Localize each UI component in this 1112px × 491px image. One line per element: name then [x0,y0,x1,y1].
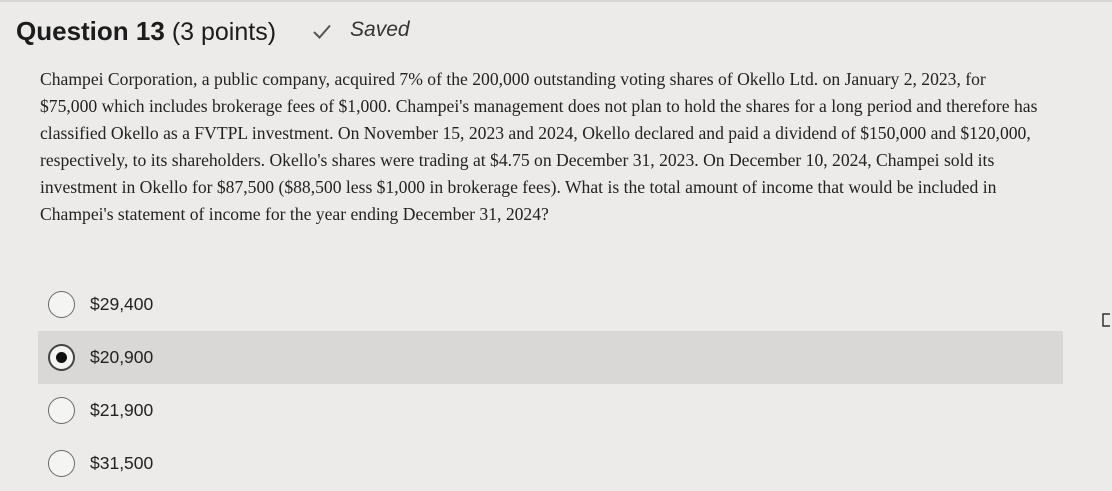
option-label: $20,900 [90,347,154,367]
radio-button[interactable] [48,397,75,424]
check-icon [312,23,332,41]
option-label: $29,400 [90,294,154,314]
option-3[interactable] [0,384,1112,437]
option-1[interactable] [0,278,1112,331]
option-label: $21,900 [90,400,154,420]
answer-options [0,278,1112,490]
radio-dot [56,352,67,363]
saved-label: Saved [350,18,410,41]
question-points: (3 points) [171,18,277,46]
bracket-icon [1101,312,1112,328]
question-text: Champei Corporation, a public company, acquired 7% of the 200,000 outstanding voting shares of Okello Ltd. on January 2, 2023, for $75,000 which includes brokerage fees of $1,000. Champei's management does not plan to hold the shares for a long period and therefore has classified Okello as a FVTPL investment. On November 15, 2023 and 2024, Okello declared and paid a dividend of $150,000 and $120,000, respectively, to its shareholders. Okello's shares were trading at $4.75 on December 31, 2023. On December 10, 2024, Champei sold its investment in Okello for $87,500 ($88,500 less $1,000 in brokerage fees). What is the total amount of income that would be included in Champei's statement of income for the year ending December 31, 2024? [40,69,1038,224]
radio-button-selected[interactable] [48,344,75,371]
question-title: Question 13 [16,16,165,46]
option-4[interactable] [0,437,1112,490]
radio-button[interactable] [48,291,75,318]
option-2[interactable] [38,331,1063,384]
saved-status [312,18,410,42]
question-header [16,16,410,47]
radio-button[interactable] [48,450,75,477]
top-divider [0,0,1112,2]
option-label: $31,500 [90,453,154,473]
